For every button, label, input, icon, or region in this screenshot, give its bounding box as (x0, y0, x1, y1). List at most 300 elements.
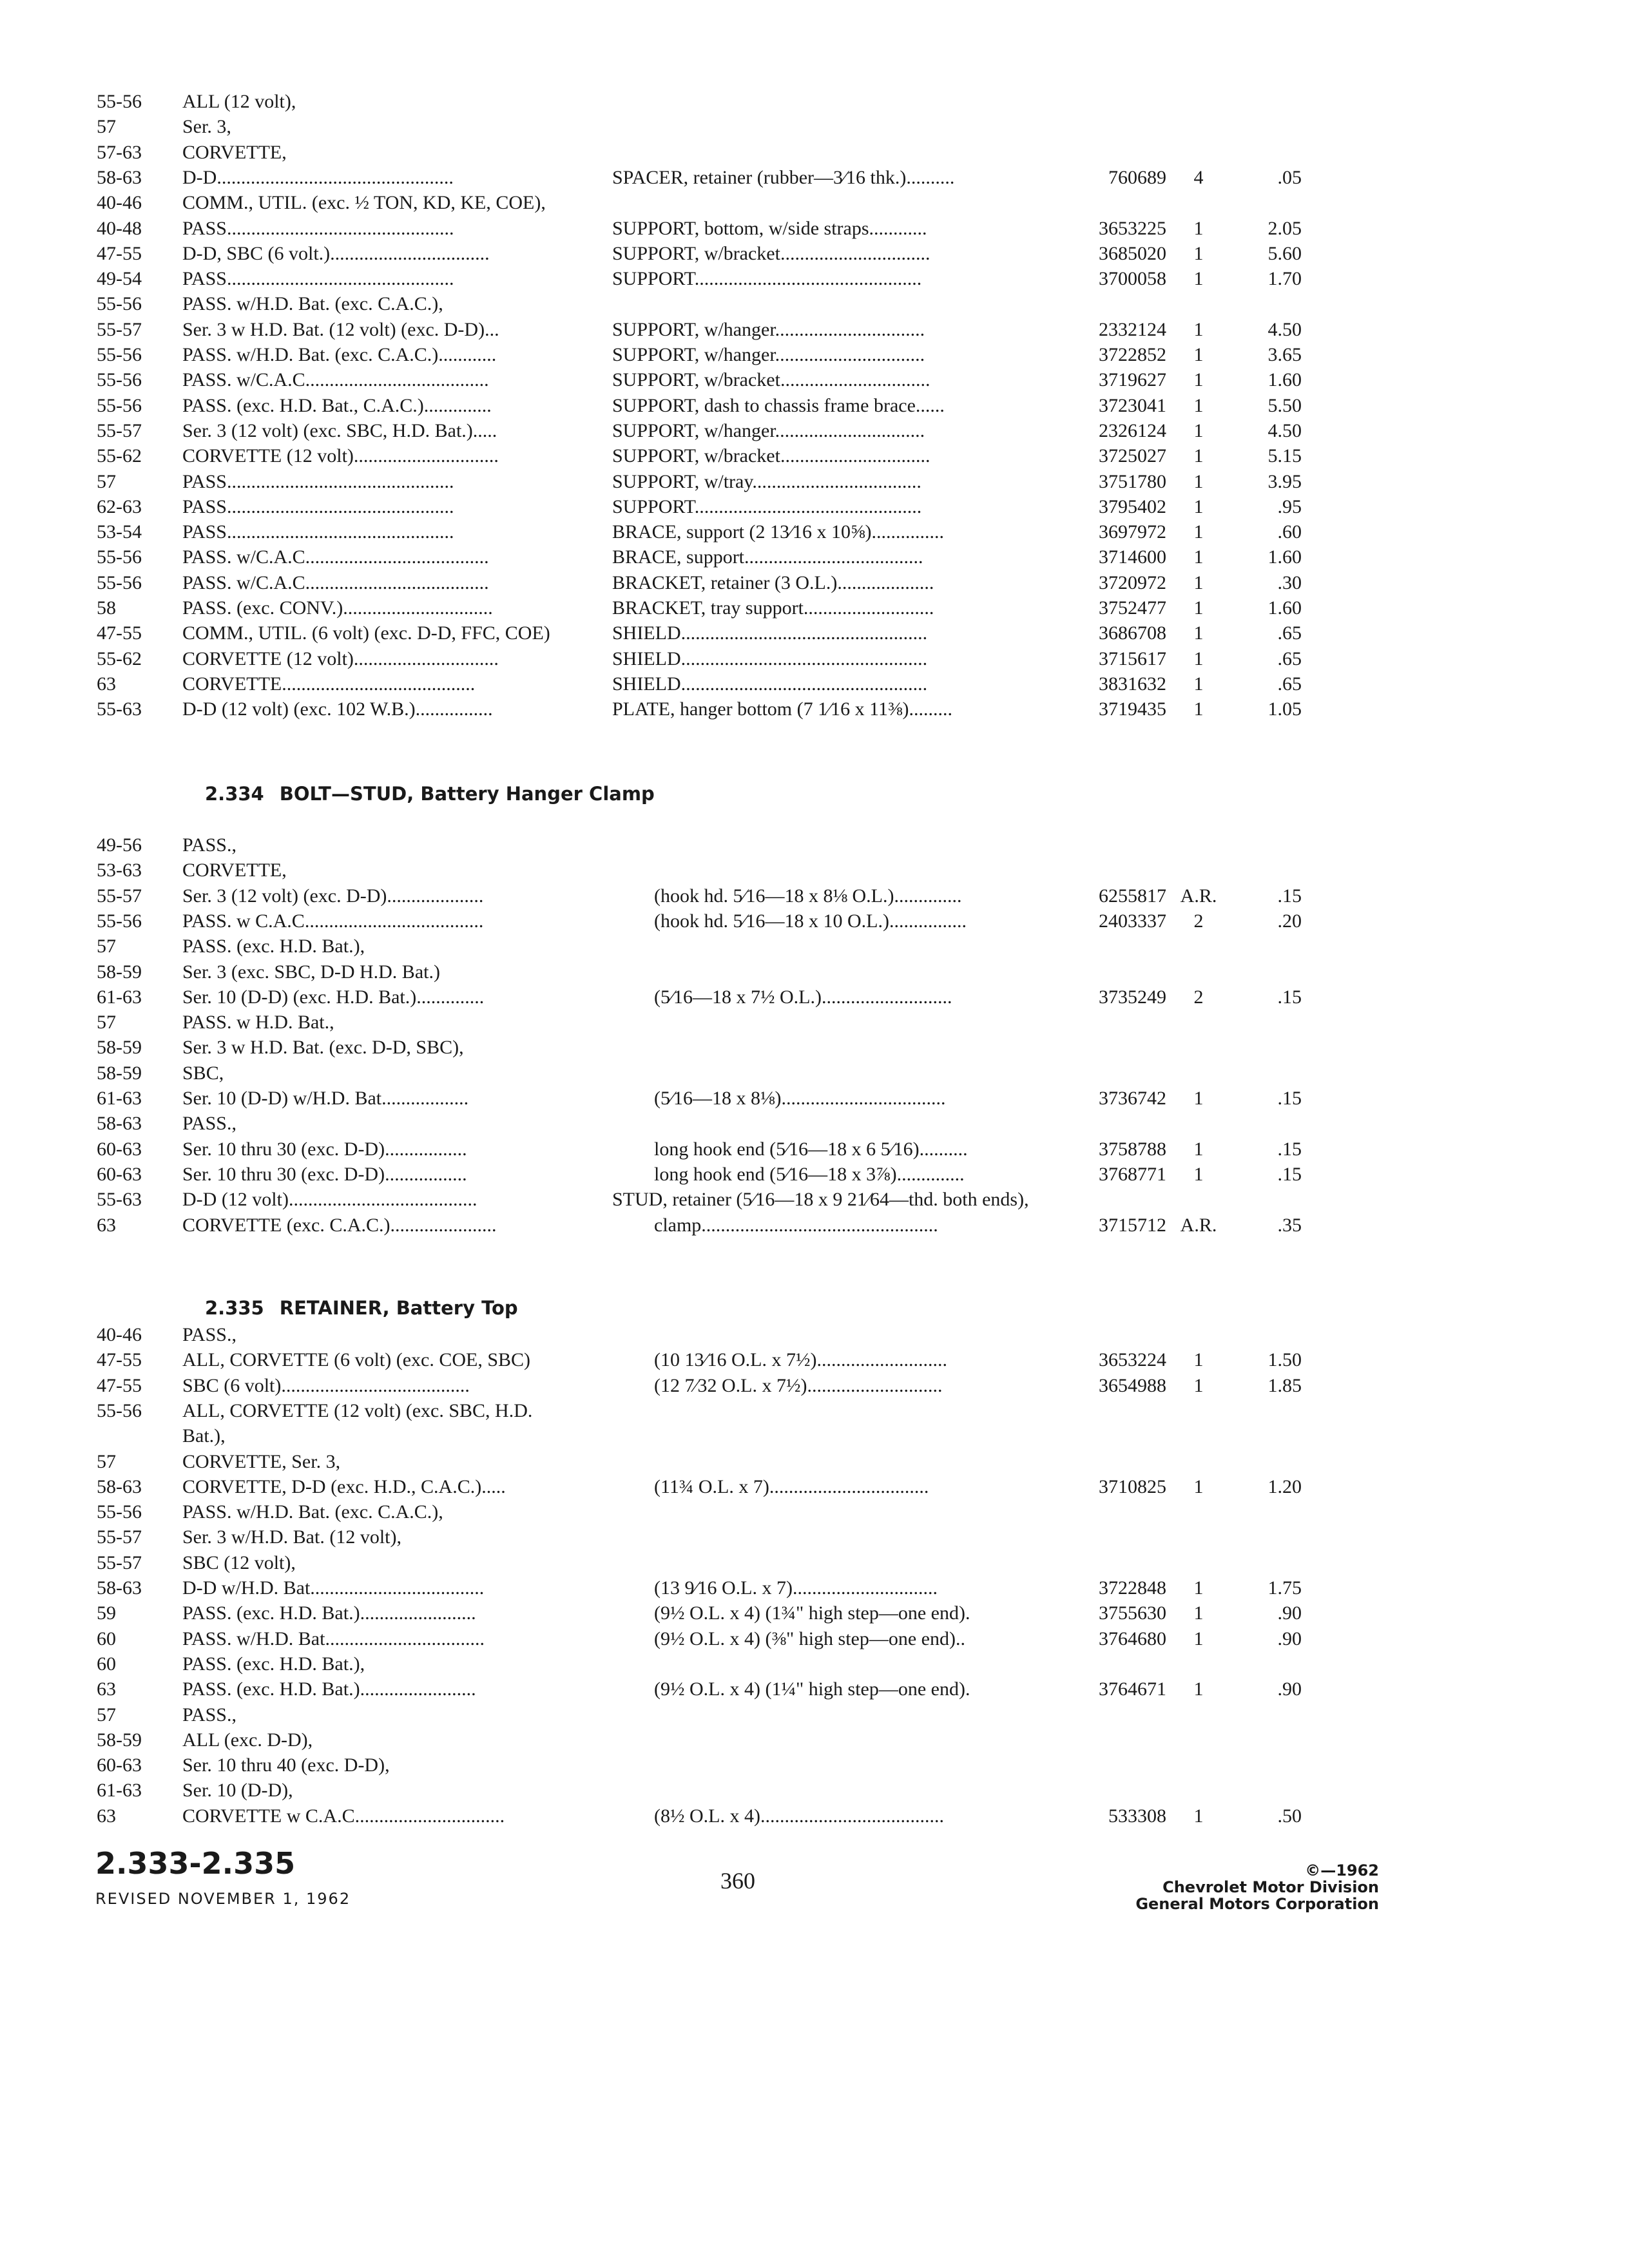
table-row (0, 1373, 1629, 1399)
part-number: 760689 (1108, 166, 1166, 188)
table-row (0, 832, 1629, 858)
description-cell: SUPPORT, w/bracket............................... (612, 369, 930, 391)
table-row (0, 1322, 1629, 1348)
year-range: 57-63 (97, 141, 142, 163)
quantity: 4 (1193, 166, 1204, 188)
table-row (0, 1651, 1629, 1677)
year-range: 59 (97, 1602, 116, 1624)
description-cell: long hook end (5⁄16—18 x 6 5⁄16).......... (654, 1138, 968, 1160)
price: .15 (1277, 1088, 1302, 1109)
year-range: 58-63 (97, 1113, 142, 1135)
application-cell: PASS............................................... (182, 268, 454, 290)
table-row (0, 494, 1629, 520)
quantity: 1 (1193, 521, 1204, 543)
year-range: 53-54 (97, 521, 142, 543)
table-row (0, 1626, 1629, 1652)
application-cell: Ser. 10 (D-D) w/H.D. Bat.................. (182, 1088, 469, 1109)
quantity: 1 (1193, 470, 1204, 492)
quantity: 1 (1193, 1805, 1204, 1827)
section-heading-2335 (205, 1295, 518, 1321)
table-row (0, 1061, 1629, 1086)
application-cell: PASS., (182, 1324, 236, 1345)
price: .05 (1277, 166, 1302, 188)
table-row (0, 985, 1629, 1010)
year-range: 63 (97, 673, 116, 695)
description-cell: SUPPORT, w/bracket............................... (612, 242, 930, 264)
table-row (0, 342, 1629, 368)
part-number: 3700058 (1099, 268, 1166, 290)
part-number: 3714600 (1099, 546, 1166, 568)
table-row (0, 1398, 1629, 1424)
year-range: 57 (97, 470, 116, 492)
quantity: 1 (1193, 495, 1204, 517)
application-cell: Ser. 10 thru 40 (exc. D-D), (182, 1754, 390, 1776)
table-row (0, 1010, 1629, 1035)
price: 1.60 (1268, 369, 1302, 391)
application-cell: PASS. w/H.D. Bat. (exc. C.A.C.), (182, 293, 443, 315)
year-range: 57 (97, 116, 116, 138)
year-range: 58-59 (97, 961, 142, 983)
copyright: ©—1962 (1305, 1861, 1379, 1879)
part-number: 3752477 (1099, 597, 1166, 619)
part-number: 3751780 (1099, 470, 1166, 492)
table-row (0, 1499, 1629, 1525)
price: 1.85 (1268, 1374, 1302, 1396)
application-cell: PASS. (exc. H.D. Bat.)........................ (182, 1678, 476, 1700)
description-cell: SUPPORT, w/bracket............................... (612, 445, 930, 467)
year-range: 58-63 (97, 1475, 142, 1497)
part-number: 6255817 (1099, 885, 1166, 907)
application-cell: D-D, SBC (6 volt.)................................. (182, 242, 490, 264)
price: 3.95 (1268, 470, 1302, 492)
application-cell: PASS., (182, 834, 236, 856)
description-cell: SHIELD................................................... (612, 622, 928, 644)
description-cell: SUPPORT, w/hanger............................... (612, 318, 925, 340)
table-row (0, 266, 1629, 292)
quantity: 1 (1193, 597, 1204, 619)
part-number: 3831632 (1099, 673, 1166, 695)
year-range: 61-63 (97, 1780, 142, 1802)
year-range: 55-56 (97, 910, 142, 932)
part-number: 2326124 (1099, 419, 1166, 441)
description-cell: SUPPORT, w/tray................................... (612, 470, 921, 492)
table-row (0, 165, 1629, 191)
section-heading-2334 (205, 781, 655, 807)
page-number: 360 (720, 1868, 755, 1894)
group-range: 2.333-2.335 (95, 1846, 296, 1881)
application-cell: Ser. 10 (D-D) (exc. H.D. Bat.).............. (182, 986, 485, 1008)
part-number: 3710825 (1099, 1475, 1166, 1497)
quantity: 1 (1193, 1678, 1204, 1700)
year-range: 62-63 (97, 495, 142, 517)
table-row (0, 570, 1629, 596)
description-cell: BRACKET, tray support........................... (612, 597, 934, 619)
part-number: 2332124 (1099, 318, 1166, 340)
price: .60 (1277, 521, 1302, 543)
quantity: 1 (1193, 394, 1204, 416)
price: .65 (1277, 622, 1302, 644)
section-title: RETAINER, Battery Top (279, 1297, 518, 1319)
description-cell: (5⁄16—18 x 7½ O.L.)........................... (654, 986, 952, 1008)
description-cell: SUPPORT, w/hanger............................... (612, 419, 925, 441)
quantity: 1 (1193, 546, 1204, 568)
application-cell: PASS. w C.A.C..................................... (182, 910, 484, 932)
table-row (0, 1575, 1629, 1601)
quantity: 1 (1193, 268, 1204, 290)
year-range: 58-59 (97, 1062, 142, 1084)
application-cell: CORVETTE........................................ (182, 673, 476, 695)
application-cell: Ser. 10 thru 30 (exc. D-D)................. (182, 1163, 467, 1185)
part-number: 3795402 (1099, 495, 1166, 517)
section-title: BOLT—STUD, Battery Hanger Clamp (279, 783, 655, 805)
year-range: 49-56 (97, 834, 142, 856)
part-number: 3764671 (1099, 1678, 1166, 1700)
price: 2.05 (1268, 217, 1302, 239)
price: .65 (1277, 648, 1302, 669)
application-cell: Ser. 3 w H.D. Bat. (12 volt) (exc. D-D)... (182, 318, 499, 340)
price: 4.50 (1268, 318, 1302, 340)
year-range: 58-63 (97, 166, 142, 188)
price: 1.60 (1268, 597, 1302, 619)
application-cell: PASS. w/C.A.C...................................... (182, 369, 489, 391)
application-cell: PASS., (182, 1704, 236, 1725)
year-range: 47-55 (97, 1374, 142, 1396)
year-range: 60-63 (97, 1163, 142, 1185)
table-row (0, 858, 1629, 883)
part-number: 3722852 (1099, 344, 1166, 365)
price: .15 (1277, 1138, 1302, 1160)
part-number: 533308 (1108, 1805, 1166, 1827)
year-range: 55-57 (97, 318, 142, 340)
application-cell: CORVETTE w C.A.C............................... (182, 1805, 505, 1827)
description-cell: BRACKET, retainer (3 O.L.).................... (612, 572, 934, 593)
application-cell: D-D (12 volt)....................................... (182, 1189, 477, 1211)
application-cell: COMM., UTIL. (6 volt) (exc. D-D, FFC, COE) (182, 622, 550, 644)
table-row (0, 1727, 1629, 1753)
table-row (0, 1702, 1629, 1728)
quantity: 1 (1193, 217, 1204, 239)
table-row (0, 1162, 1629, 1187)
description-cell: STUD, retainer (5⁄16—18 x 9 21⁄64—thd. both ends), (612, 1189, 1029, 1211)
table-row (0, 1677, 1629, 1702)
part-number: 3736742 (1099, 1088, 1166, 1109)
application-cell: Ser. 10 thru 30 (exc. D-D)................. (182, 1138, 467, 1160)
year-range: 60 (97, 1653, 116, 1675)
application-cell: Bat.), (182, 1425, 226, 1447)
application-cell: D-D w/H.D. Bat.................................... (182, 1577, 485, 1599)
year-range: 55-56 (97, 1399, 142, 1421)
application-cell: ALL, CORVETTE (12 volt) (exc. SBC, H.D. (182, 1399, 533, 1421)
description-cell: PLATE, hanger bottom (7 1⁄16 x 11⅜)......... (612, 698, 953, 720)
part-number: 3720972 (1099, 572, 1166, 593)
description-cell: clamp................................................. (654, 1214, 938, 1236)
table-row (0, 418, 1629, 444)
year-range: 55-62 (97, 648, 142, 669)
price: 3.65 (1268, 344, 1302, 365)
part-number: 3735249 (1099, 986, 1166, 1008)
table-row (0, 697, 1629, 722)
part-number: 3653224 (1099, 1349, 1166, 1371)
year-range: 55-57 (97, 1552, 142, 1573)
description-cell: BRACE, support (2 13⁄16 x 10⅝)............... (612, 521, 945, 543)
application-cell: PASS. w/H.D. Bat. (exc. C.A.C.)............ (182, 344, 497, 365)
year-range: 53-63 (97, 860, 142, 881)
quantity: 1 (1193, 1602, 1204, 1624)
price: .35 (1277, 1214, 1302, 1236)
part-number: 3685020 (1099, 242, 1166, 264)
table-row (0, 1550, 1629, 1576)
part-number: 3764680 (1099, 1628, 1166, 1649)
year-range: 55-62 (97, 445, 142, 467)
year-range: 58-59 (97, 1729, 142, 1751)
price: 1.20 (1268, 1475, 1302, 1497)
application-cell: ALL, CORVETTE (6 volt) (exc. COE, SBC) (182, 1349, 531, 1371)
application-cell: ALL (exc. D-D), (182, 1729, 313, 1751)
table-row (0, 1474, 1629, 1500)
year-range: 58-63 (97, 1577, 142, 1599)
year-range: 63 (97, 1805, 116, 1827)
part-number: 3654988 (1099, 1374, 1166, 1396)
part-number: 3758788 (1099, 1138, 1166, 1160)
application-cell: PASS............................................... (182, 217, 454, 239)
price: 5.60 (1268, 242, 1302, 264)
quantity: 1 (1193, 1163, 1204, 1185)
table-row (0, 1600, 1629, 1626)
year-range: 57 (97, 936, 116, 957)
application-cell: Ser. 3 w H.D. Bat. (exc. D-D, SBC), (182, 1037, 464, 1059)
application-cell: PASS. (exc. H.D. Bat.), (182, 1653, 365, 1675)
year-range: 57 (97, 1704, 116, 1725)
part-number: 3715617 (1099, 648, 1166, 669)
table-row (0, 1778, 1629, 1803)
application-cell: Ser. 3 (12 volt) (exc. SBC, H.D. Bat.)..... (182, 419, 497, 441)
application-cell: PASS. (exc. H.D. Bat.), (182, 936, 365, 957)
price: .90 (1277, 1628, 1302, 1649)
year-range: 57 (97, 1012, 116, 1033)
table-row (0, 190, 1629, 216)
year-range: 58-59 (97, 1037, 142, 1059)
quantity: 1 (1193, 1088, 1204, 1109)
table-row (0, 1137, 1629, 1162)
part-number: 3715712 (1099, 1214, 1166, 1236)
year-range: 55-56 (97, 369, 142, 391)
price: 4.50 (1268, 419, 1302, 441)
application-cell: CORVETTE, (182, 141, 287, 163)
application-cell: PASS. w/H.D. Bat. (exc. C.A.C.), (182, 1501, 443, 1523)
table-row (0, 1423, 1629, 1449)
year-range: 47-55 (97, 622, 142, 644)
quantity: 1 (1193, 622, 1204, 644)
table-row (0, 959, 1629, 985)
description-cell: (9½ O.L. x 4) (1¼" high step—one end). (654, 1678, 970, 1700)
application-cell: Ser. 10 (D-D), (182, 1780, 293, 1802)
year-range: 63 (97, 1678, 116, 1700)
application-cell: PASS. (exc. H.D. Bat.)........................ (182, 1602, 476, 1624)
application-cell: PASS., (182, 1113, 236, 1135)
price: 1.60 (1268, 546, 1302, 568)
description-cell: (13 9⁄16 O.L. x 7).............................. (654, 1577, 938, 1599)
table-row (0, 934, 1629, 959)
application-cell: PASS............................................... (182, 521, 454, 543)
quantity: 1 (1193, 1628, 1204, 1649)
part-number: 3725027 (1099, 445, 1166, 467)
application-cell: PASS. w/H.D. Bat................................. (182, 1628, 485, 1649)
price: .15 (1277, 885, 1302, 907)
year-range: 40-46 (97, 1324, 142, 1345)
application-cell: COMM., UTIL. (exc. ½ TON, KD, KE, COE), (182, 192, 546, 214)
year-range: 47-55 (97, 242, 142, 264)
part-number: 3768771 (1099, 1163, 1166, 1185)
application-cell: ALL (12 volt), (182, 91, 296, 112)
year-range: 55-56 (97, 546, 142, 568)
application-cell: PASS. (exc. CONV.)............................... (182, 597, 493, 619)
description-cell: SUPPORT............................................... (612, 268, 922, 290)
description-cell: (8½ O.L. x 4)...................................... (654, 1805, 944, 1827)
part-number: 3755630 (1099, 1602, 1166, 1624)
table-row (0, 291, 1629, 317)
description-cell: SHIELD................................................... (612, 648, 928, 669)
application-cell: PASS............................................... (182, 495, 454, 517)
table-row (0, 883, 1629, 909)
part-number: 3719435 (1099, 698, 1166, 720)
table-row (0, 1449, 1629, 1475)
table-row (0, 908, 1629, 934)
year-range: 60-63 (97, 1138, 142, 1160)
part-number: 3686708 (1099, 622, 1166, 644)
table-row (0, 317, 1629, 343)
year-range: 55-63 (97, 698, 142, 720)
price: 1.70 (1268, 268, 1302, 290)
quantity: 1 (1193, 673, 1204, 695)
year-range: 55-56 (97, 1501, 142, 1523)
year-range: 60 (97, 1628, 116, 1649)
quantity: 1 (1193, 318, 1204, 340)
table-row (0, 443, 1629, 469)
table-row (0, 114, 1629, 140)
description-cell: (hook hd. 5⁄16—18 x 10 O.L.)................ (654, 910, 967, 932)
description-cell: (9½ O.L. x 4) (⅜" high step—one end).. (654, 1628, 965, 1649)
application-cell: CORVETTE, Ser. 3, (182, 1450, 341, 1472)
price: .90 (1277, 1678, 1302, 1700)
application-cell: Ser. 3 (12 volt) (exc. D-D).................... (182, 885, 484, 907)
year-range: 40-48 (97, 217, 142, 239)
quantity: 1 (1193, 1475, 1204, 1497)
application-cell: CORVETTE (12 volt).............................. (182, 648, 499, 669)
table-row (0, 1187, 1629, 1213)
quantity: 1 (1193, 445, 1204, 467)
year-range: 61-63 (97, 1088, 142, 1109)
table-row (0, 671, 1629, 697)
quantity: 1 (1193, 572, 1204, 593)
price: .30 (1277, 572, 1302, 593)
table-row (0, 367, 1629, 393)
corporation-name: General Motors Corporation (1135, 1895, 1379, 1913)
part-number: 2403337 (1099, 910, 1166, 932)
application-cell: SBC (12 volt), (182, 1552, 296, 1573)
description-cell: (12 7⁄32 O.L. x 7½)............................ (654, 1374, 943, 1396)
description-cell: (11¾ O.L. x 7)................................. (654, 1475, 929, 1497)
year-range: 55-63 (97, 1189, 142, 1211)
table-row (0, 1753, 1629, 1778)
year-range: 55-56 (97, 572, 142, 593)
application-cell: PASS. (exc. H.D. Bat., C.A.C.).............. (182, 394, 492, 416)
year-range: 47-55 (97, 1349, 142, 1371)
application-cell: PASS............................................... (182, 470, 454, 492)
table-row (0, 1524, 1629, 1550)
part-number: 3723041 (1099, 394, 1166, 416)
table-row (0, 89, 1629, 115)
year-range: 60-63 (97, 1754, 142, 1776)
application-cell: CORVETTE, (182, 860, 287, 881)
price: 5.50 (1268, 394, 1302, 416)
division-name: Chevrolet Motor Division (1162, 1878, 1379, 1896)
table-row (0, 241, 1629, 267)
quantity: 2 (1193, 986, 1204, 1008)
price: 1.75 (1268, 1577, 1302, 1599)
application-cell: PASS. w/C.A.C...................................... (182, 572, 489, 593)
year-range: 55-57 (97, 885, 142, 907)
year-range: 49-54 (97, 268, 142, 290)
table-row (0, 393, 1629, 419)
price: .50 (1277, 1805, 1302, 1827)
part-number: 3722848 (1099, 1577, 1166, 1599)
price: .15 (1277, 986, 1302, 1008)
year-range: 40-46 (97, 192, 142, 214)
price: .15 (1277, 1163, 1302, 1185)
table-row (0, 620, 1629, 646)
table-row (0, 1111, 1629, 1137)
description-cell: SUPPORT, dash to chassis frame brace...... (612, 394, 945, 416)
application-cell: Ser. 3 w/H.D. Bat. (12 volt), (182, 1526, 401, 1548)
application-cell: Ser. 3, (182, 116, 231, 138)
quantity: 1 (1193, 1577, 1204, 1599)
price: 1.05 (1268, 698, 1302, 720)
description-cell: SPACER, retainer (rubber—3⁄16 thk.).......... (612, 166, 955, 188)
table-row (0, 595, 1629, 621)
table-row (0, 1035, 1629, 1061)
quantity: 1 (1193, 648, 1204, 669)
price: 1.50 (1268, 1349, 1302, 1371)
description-cell: SUPPORT, w/hanger............................... (612, 344, 925, 365)
price: .95 (1277, 495, 1302, 517)
application-cell: PASS. w H.D. Bat., (182, 1012, 334, 1033)
year-range: 55-56 (97, 91, 142, 112)
table-row (0, 1347, 1629, 1373)
quantity: 1 (1193, 1374, 1204, 1396)
table-row (0, 140, 1629, 166)
description-cell: SHIELD................................................... (612, 673, 928, 695)
application-cell: D-D (12 volt) (exc. 102 W.B.)................ (182, 698, 493, 720)
table-row (0, 1086, 1629, 1111)
part-number: 3719627 (1099, 369, 1166, 391)
quantity: 1 (1193, 698, 1204, 720)
year-range: 55-57 (97, 1526, 142, 1548)
year-range: 55-56 (97, 344, 142, 365)
application-cell: CORVETTE (12 volt).............................. (182, 445, 499, 467)
year-range: 61-63 (97, 986, 142, 1008)
quantity: 2 (1193, 910, 1204, 932)
price: 5.15 (1268, 445, 1302, 467)
description-cell: long hook end (5⁄16—18 x 3⅞).............. (654, 1163, 965, 1185)
section-number: 2.334 (205, 783, 264, 805)
year-range: 55-56 (97, 394, 142, 416)
description-cell: (9½ O.L. x 4) (1¾" high step—one end). (654, 1602, 970, 1624)
quantity: 1 (1193, 419, 1204, 441)
quantity: 1 (1193, 369, 1204, 391)
section-number: 2.335 (205, 1297, 264, 1319)
table-row (0, 469, 1629, 495)
quantity: 1 (1193, 1349, 1204, 1371)
